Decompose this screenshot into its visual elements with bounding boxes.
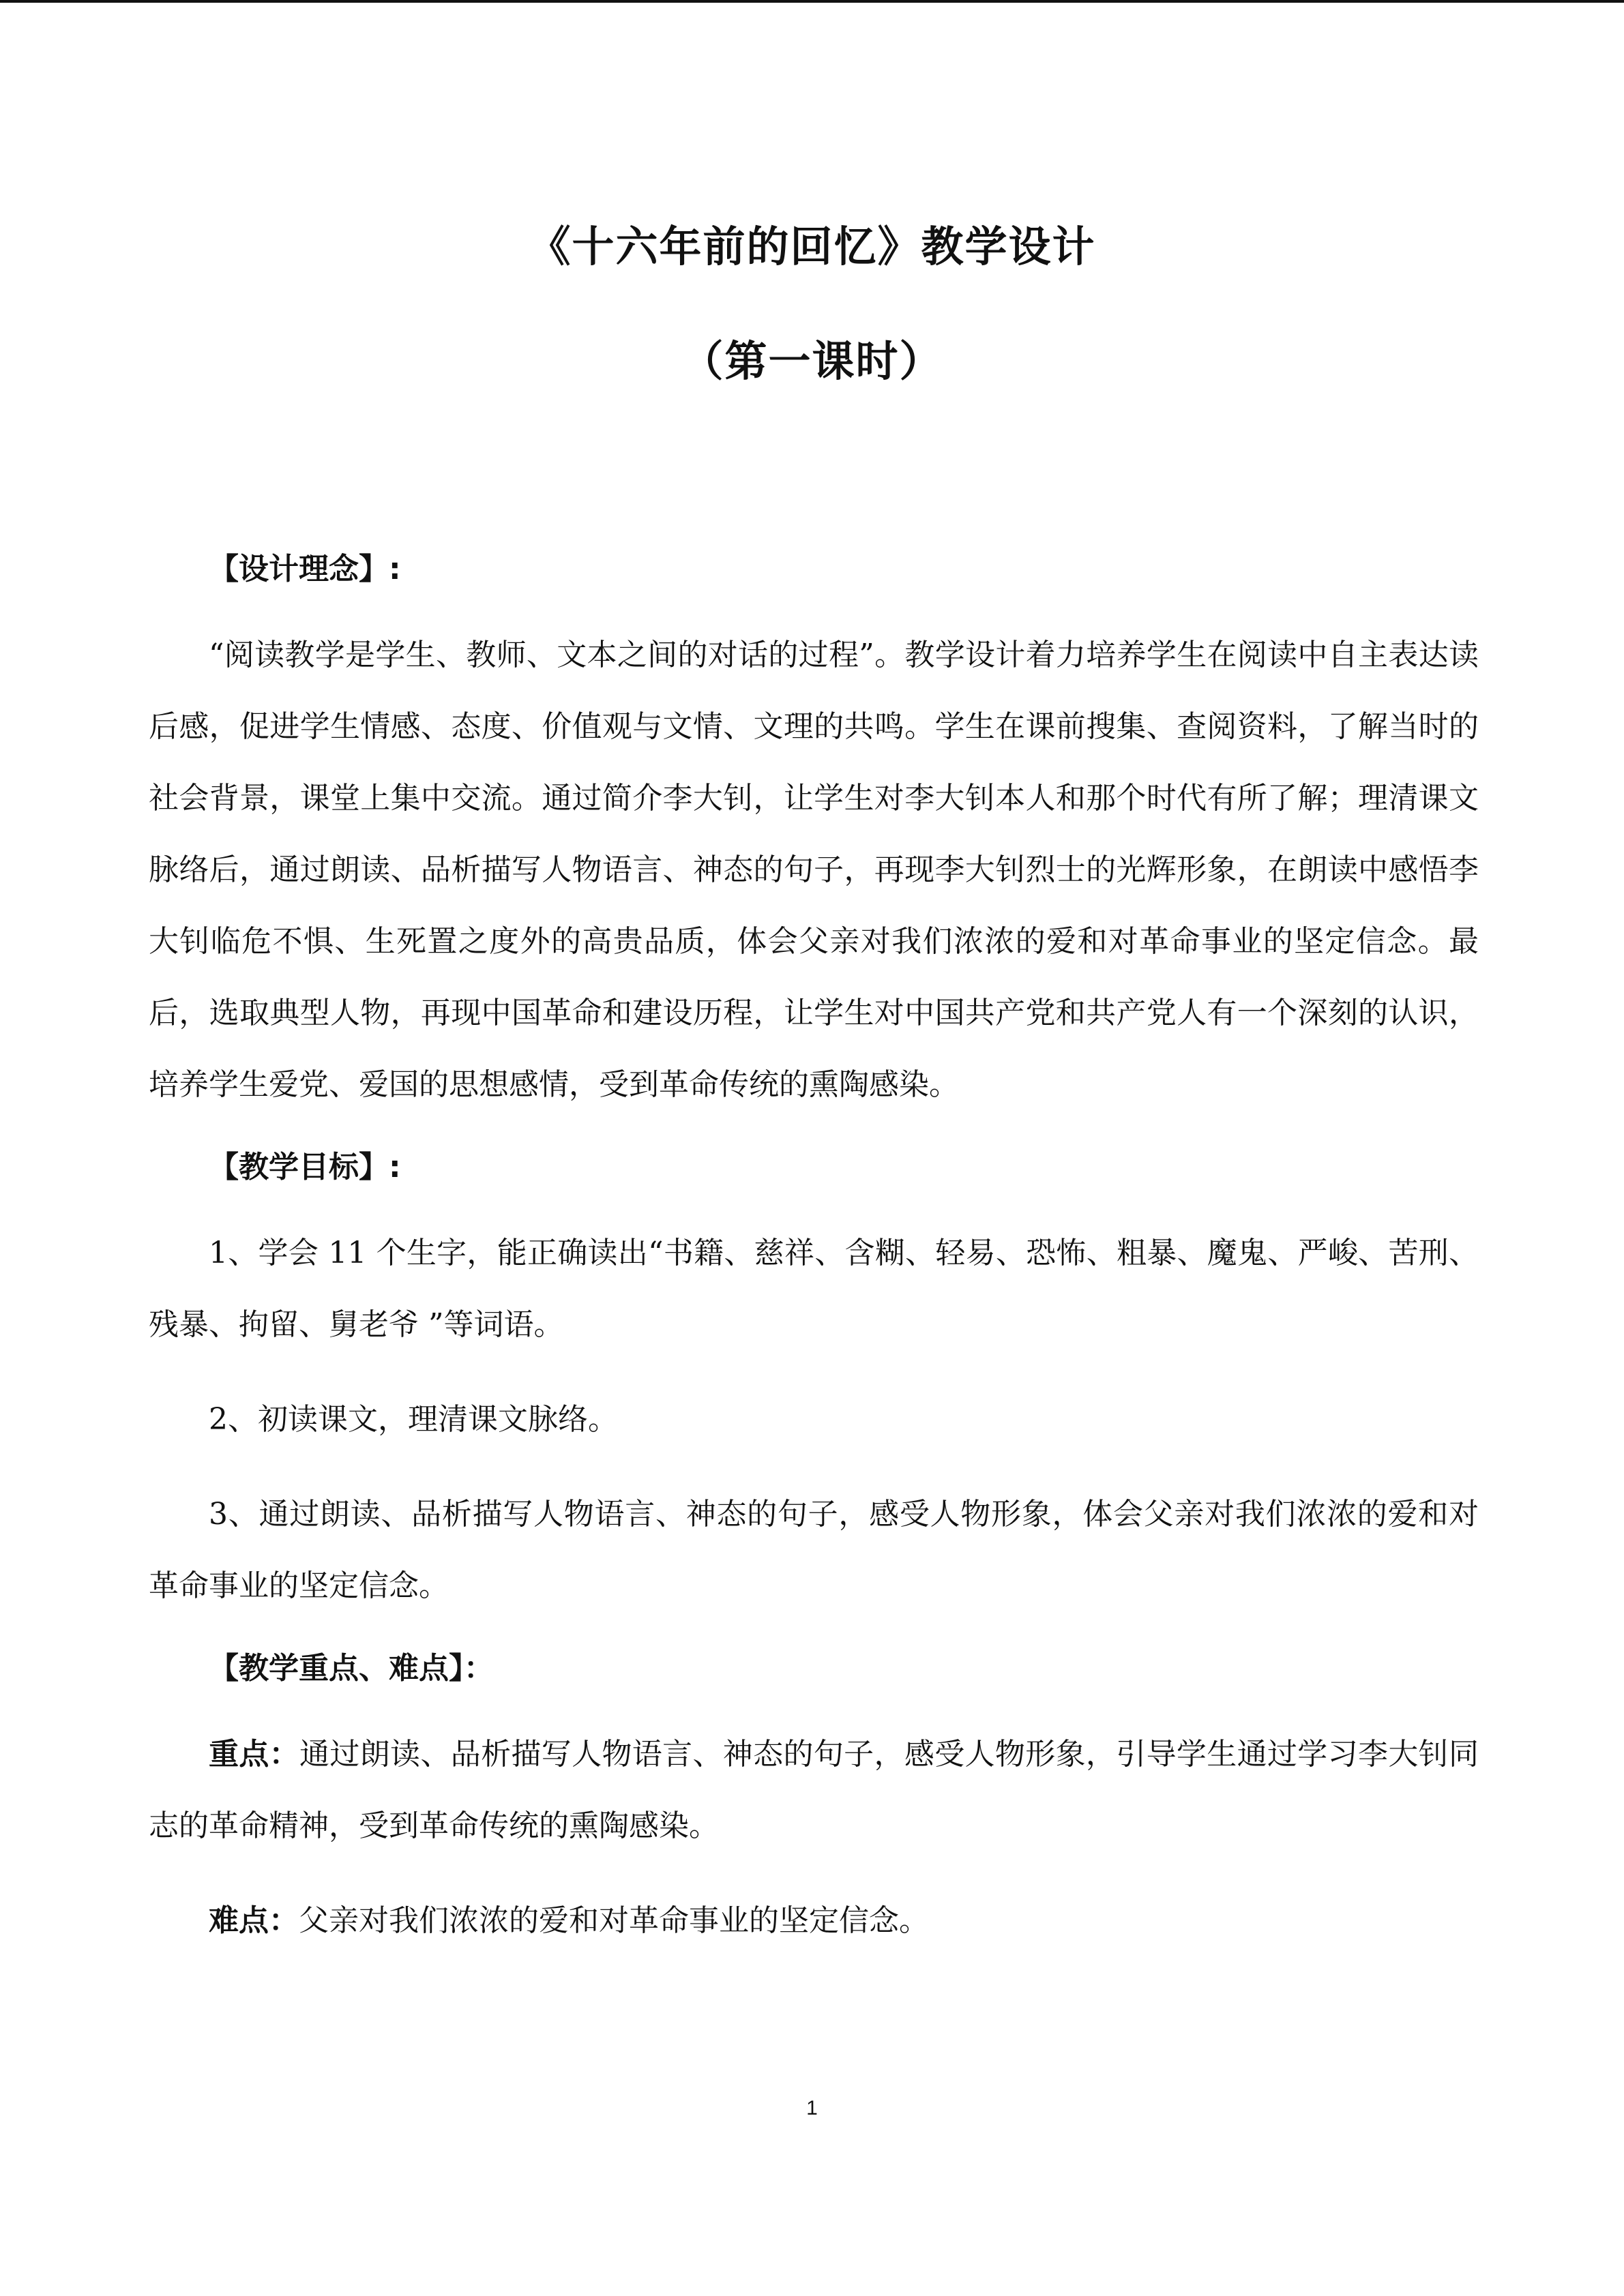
concept-paragraph: “阅读教学是学生、教师、文本之间的对话的过程”。教学设计着力培养学生在阅读中自主表达读后感，促进学生情感、态度、价值观与文情、文理的共鸣。学生在课前搜集、查阅资料，了解当时的社会背景，课堂上集中交流。通过简介李大钊，让学生对李大钊本人和那个时代有所了解；理清课文脉络后，通过朗读、品析描写人物语言、神态的句子，再现李大钊烈士的光辉形象，在朗读中感悟李大钊临危不惧、生死置之度外的高贵品质，体会父亲对我们浓浓的爱和对革命事业的坚定信念。最后，选取典型人物，再现中国革命和建设历程，让学生对中国共产党和共产党人有一个深刻的认识，培养学生爱党、爱国的思想感情，受到革命传统的熏陶感染。 (149, 638, 1479, 1102)
difficulty-text: 父亲对我们浓浓的爱和对革命事业的坚定信念。 (299, 1903, 929, 1938)
focus-text: 通过朗读、品析描写人物语言、神态的句子，感受人物形象，引导学生通过学习李大钊同志的革命精神，受到革命传统的熏陶感染。 (149, 1737, 1479, 1843)
page-top-border (0, 0, 1624, 3)
concept-heading: 【设计理念】: (209, 552, 401, 586)
document-subtitle: （第一课时） (681, 336, 943, 386)
document-body (149, 546, 1479, 1980)
goals-heading: 【教学目标】: (209, 1150, 401, 1184)
document-title: 《十六年前的回忆》教学设计 (528, 222, 1096, 271)
key-points-heading: 【教学重点、难点】： (209, 1651, 494, 1686)
focus-paragraph (149, 1718, 1479, 1862)
difficulty-label: 难点： (209, 1903, 299, 1938)
goal-item-3: 3、通过朗读、品析描写人物语言、神态的句子，感受人物形象，体会父亲对我们浓浓的爱和对革命事业的坚定信念。 (149, 1497, 1479, 1603)
difficulty-paragraph (149, 1885, 1479, 1956)
goal-item-2: 2、初读课文，理清课文脉络。 (209, 1402, 618, 1437)
page-number: 1 (806, 2097, 818, 2119)
goal-item-1: 1、学会 11 个生字，能正确读出“书籍、慈祥、含糊、轻易、恐怖、粗暴、魔鬼、严峻、苦刑、残暴、拘留、舅老爷 ”等词语。 (149, 1236, 1479, 1342)
focus-label: 重点： (209, 1737, 300, 1772)
